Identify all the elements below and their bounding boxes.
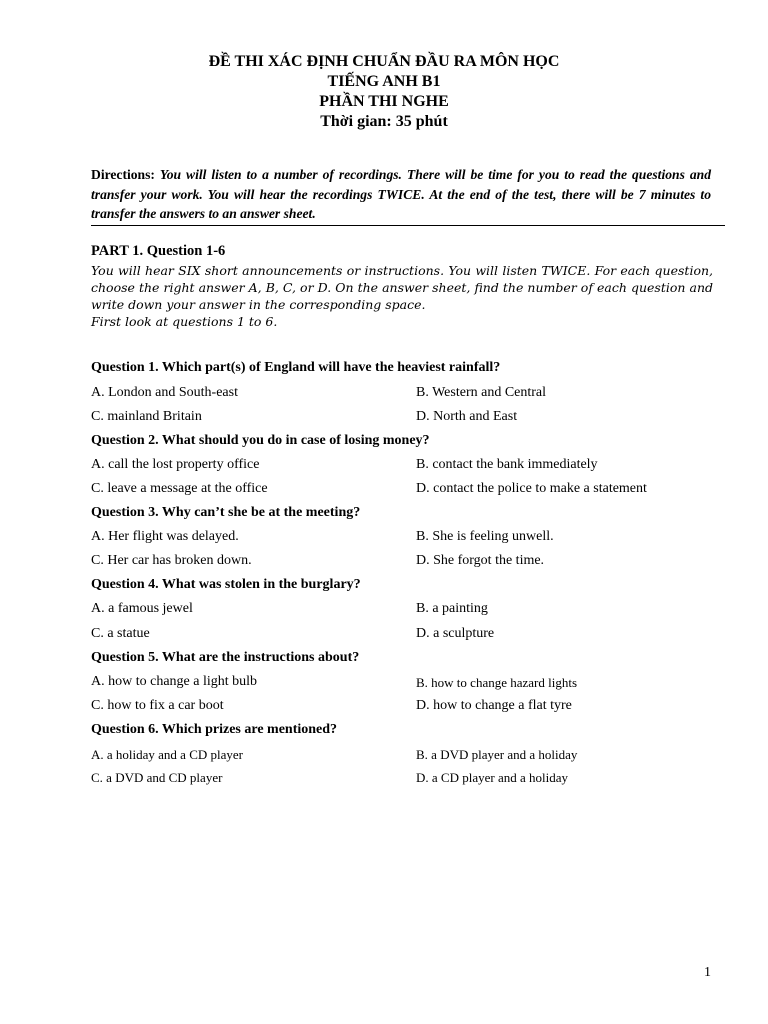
directions-colon: : <box>150 167 160 182</box>
directions-text: You will listen to a number of recordings. There will be time for you to read the questions and transfer your work. You will hear the recordings TWICE. At the end of the test, there will be 7 minutes to transfer the answers to an answer sheet. <box>91 167 711 221</box>
question-6-option-b: B. a DVD player and a holiday <box>416 747 578 762</box>
question-5-option-d: D. how to change a flat tyre <box>416 698 572 713</box>
exam-section: PHẦN THI NGHE <box>319 93 449 110</box>
question-4-option-b: B. a painting <box>416 601 488 616</box>
question-6: Question 6. Which prizes are mentioned? <box>91 722 338 737</box>
directions-paragraph <box>91 165 711 224</box>
section-divider <box>91 225 725 226</box>
exam-title: ĐỀ THI XÁC ĐỊNH CHUẨN ĐẦU RA MÔN HỌC <box>208 53 560 70</box>
part1-instructions <box>91 262 713 330</box>
question-1-option-b: B. Western and Central <box>416 385 547 400</box>
question-2-option-a: A. call the lost property office <box>91 457 260 472</box>
question-5-option-c: C. how to fix a car boot <box>91 698 224 713</box>
question-1-option-c: C. mainland Britain <box>91 409 202 424</box>
exam-duration: Thời gian: 35 phút <box>320 113 448 130</box>
question-3: Question 3. Why can’t she be at the meeting? <box>91 505 361 520</box>
question-1: Question 1. Which part(s) of England will have the heaviest rainfall? <box>91 360 501 375</box>
exam-subject: TIẾNG ANH B1 <box>327 73 441 90</box>
question-4-option-c: C. a statue <box>91 626 150 641</box>
part1-heading: PART 1. Question 1-6 <box>91 243 226 259</box>
question-2-option-d: D. contact the police to make a statement <box>416 481 647 496</box>
question-5: Question 5. What are the instructions about? <box>91 650 360 665</box>
question-3-option-b: B. She is feeling unwell. <box>416 529 554 544</box>
question-6-option-a: A. a holiday and a CD player <box>91 747 243 762</box>
part1-first-look: First look at questions 1 to 6. <box>91 314 278 329</box>
page-number: 1 <box>704 965 711 980</box>
question-3-option-d: D. She forgot the time. <box>416 553 545 568</box>
question-6-option-c: C. a DVD and CD player <box>91 770 223 785</box>
question-2: Question 2. What should you do in case of losing money? <box>91 433 430 448</box>
part1-instruction-text: You will hear SIX short announcements or instructions. You will listen TWICE. For each question, choose the right answer A, B, C, or D. On the answer sheet, find the number of each question and write down your answer in the corresponding space. <box>91 263 713 312</box>
question-4-option-a: A. a famous jewel <box>91 601 193 616</box>
question-2-option-c: C. leave a message at the office <box>91 481 268 496</box>
question-5-option-b: B. how to change hazard lights <box>416 675 578 690</box>
question-4: Question 4. What was stolen in the burglary? <box>91 577 361 592</box>
question-2-option-b: B. contact the bank immediately <box>416 457 598 472</box>
question-1-option-a: A. London and South-east <box>91 385 238 400</box>
question-3-option-a: A. Her flight was delayed. <box>91 529 239 544</box>
question-1-option-d: D. North and East <box>416 409 518 424</box>
directions-label: Directions <box>91 167 151 182</box>
question-6-option-d: D. a CD player and a holiday <box>416 770 568 785</box>
question-5-option-a: A. how to change a light bulb <box>91 674 258 689</box>
question-4-option-d: D. a sculpture <box>416 626 495 641</box>
question-3-option-c: C. Her car has broken down. <box>91 553 252 568</box>
